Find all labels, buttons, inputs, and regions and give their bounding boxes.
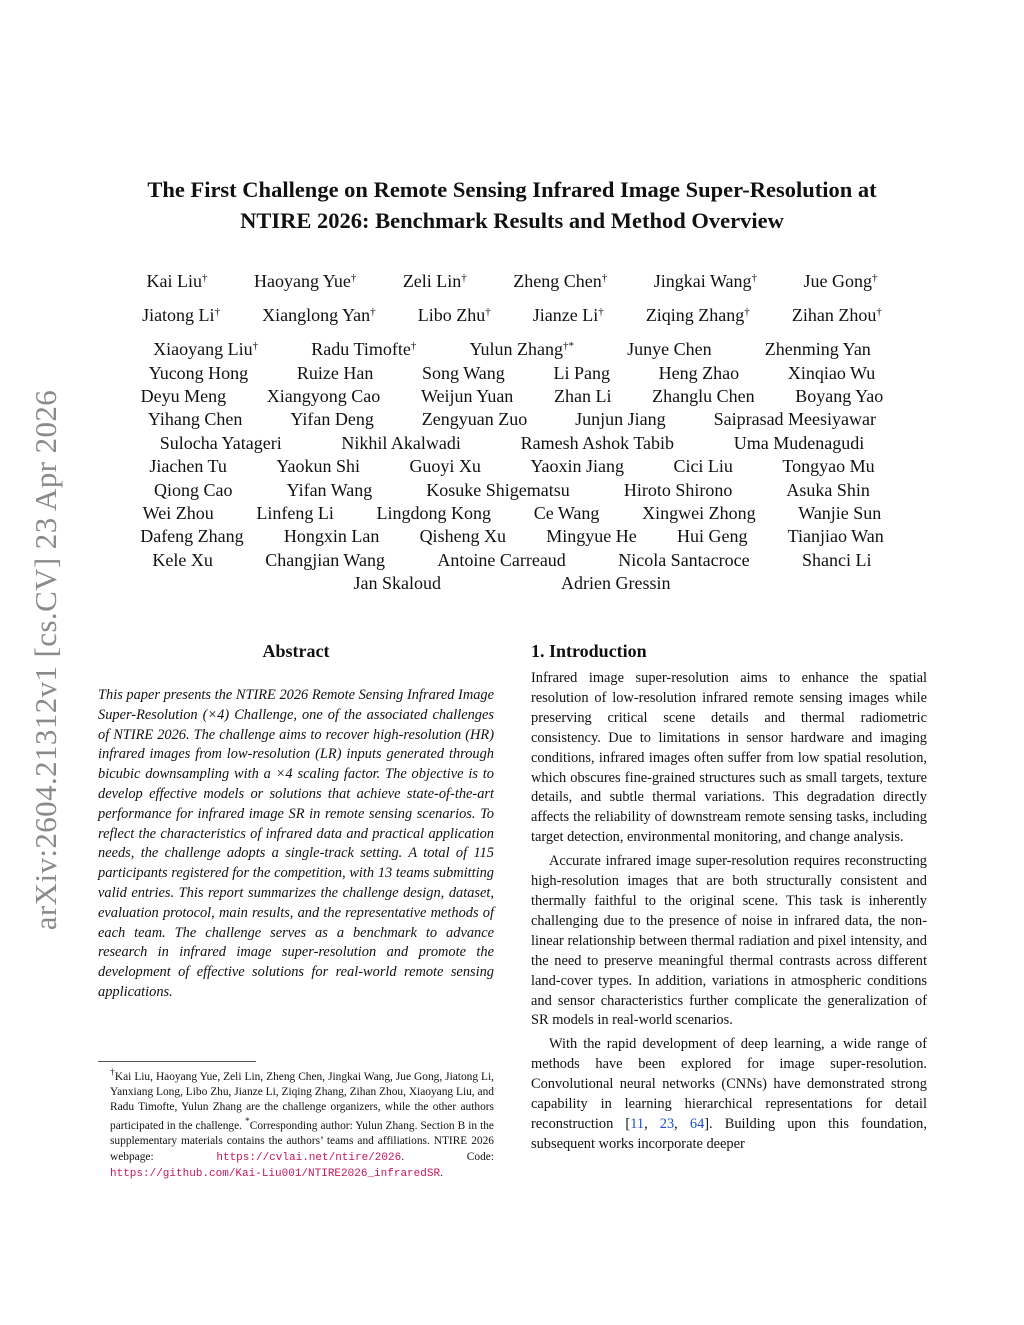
author: Yulun Zhang†* bbox=[469, 339, 574, 359]
paper-title bbox=[100, 174, 924, 236]
author: Asuka Shin bbox=[786, 480, 870, 500]
arxiv-stamp-text: arXiv:2604.21312v1 [cs.CV] 23 Apr 2026 bbox=[28, 389, 63, 931]
author: Dafeng Zhang bbox=[140, 526, 244, 546]
footnote bbox=[98, 1066, 494, 1182]
footnote-code-label: . Code: bbox=[401, 1150, 494, 1163]
author: Hui Geng bbox=[676, 526, 748, 546]
intro-paragraph-2: Accurate infrared image super-resolution requires reconstructing high-resolution images that are both structurally consistent and thermally faithful to the original scene. This task is inherently challenging due to the presence of noise in infrared data, the non-linear relationship between thermal radiation and pixel intensity, and the need to preserve meaningful thermal contrasts across different land-cover types. In addition, variations in atmospheric conditions and sensor characteristics further complicate the generalization of SR models in real-world scenarios. bbox=[531, 853, 927, 1029]
author: Zhenming Yan bbox=[764, 339, 871, 359]
author: Yaokun Shi bbox=[276, 456, 361, 476]
author: Zhanglu Chen bbox=[652, 386, 755, 406]
author: Junye Chen bbox=[627, 339, 712, 359]
author: Yucong Hong bbox=[148, 363, 249, 383]
footnote-organizers-text: Kai Liu, Haoyang Yue, Zeli Lin, Zheng Chen, Jingkai Wang, Jue Gong, Jiatong Li, Yanxiang Long, Libo Zhu, Jianze Li, Ziqing Zhang, Zihan Zhou, Xiaoyang Liu, and Radu Timofte, Yulun Zhang are the challenge organizers, while the other authors participated in the challenge. bbox=[110, 1070, 495, 1133]
author: Guoyi Xu bbox=[409, 456, 481, 476]
citation-link[interactable]: 23 bbox=[659, 1115, 675, 1132]
author-row-9 bbox=[100, 479, 924, 502]
author: Xianglong Yan† bbox=[262, 305, 376, 325]
author: Zhan Li bbox=[553, 386, 612, 406]
author: Linfeng Li bbox=[256, 503, 334, 523]
title-line-1: The First Challenge on Remote Sensing Infrared Image Super-Resolution at bbox=[147, 177, 877, 202]
author-row-5 bbox=[100, 385, 924, 408]
author-row-4 bbox=[100, 362, 924, 385]
author: Hiroto Shirono bbox=[623, 480, 733, 500]
author-row-11 bbox=[100, 525, 924, 548]
author: Ruize Han bbox=[296, 363, 374, 383]
footnote-star-mark: * bbox=[245, 1117, 250, 1128]
author: Ziqing Zhang† bbox=[645, 305, 750, 325]
author: Xingwei Zhong bbox=[642, 503, 756, 523]
abstract-heading: Abstract bbox=[262, 641, 330, 661]
intro-paragraph-3: With the rapid development of deep learning, a wide range of methods have been explored for image super-resolution. Convolutional neural networks (CNNs) have demonstrated strong capability in learning hierarchical representations for detail reconstruction [11, 23, 64]. Building upon this foundation, subsequent works incorporate deeper bbox=[531, 1036, 927, 1152]
author-row-3 bbox=[100, 338, 924, 361]
author: Zengyuan Zuo bbox=[421, 409, 528, 429]
author: Radu Timofte† bbox=[311, 339, 417, 359]
citation-link[interactable]: 64 bbox=[689, 1115, 705, 1132]
introduction-heading: 1. Introduction bbox=[531, 641, 647, 661]
author: Kele Xu bbox=[152, 550, 213, 570]
author-row-12 bbox=[100, 549, 924, 572]
author: Jingkai Wang† bbox=[653, 271, 757, 291]
author: Jan Skaloud bbox=[353, 573, 441, 593]
author: Heng Zhao bbox=[658, 363, 740, 383]
author-row-8 bbox=[100, 455, 924, 478]
author: Nicola Santacroce bbox=[618, 550, 750, 570]
author-row-10 bbox=[100, 502, 924, 525]
author: Ramesh Ashok Tabib bbox=[520, 433, 675, 453]
author-row-1 bbox=[100, 270, 924, 293]
author: Qisheng Xu bbox=[419, 526, 507, 546]
footnote-end: . bbox=[440, 1166, 443, 1179]
author-row-6 bbox=[100, 408, 924, 431]
author: Libo Zhu† bbox=[417, 305, 491, 325]
abstract-text: This paper presents the NTIRE 2026 Remote Sensing Infrared Image Super-Resolution (×4) Challenge, one of the associated challenges of NTIRE 2026. The challenge aims to recover high-resolution (HR) infrared images from low-resolution (LR) inputs generated through bicubic downsampling with a ×4 scaling factor. The objective is to develop effective models or solutions that achieve state-of-the-art performance for infrared image SR in remote sensing scenarios. To reflect the characteristics of infrared data and practical application needs, the challenge adopts a single-track setting. A total of 115 participants registered for the competition, with 13 teams submitting valid entries. This report summarizes the challenge design, dataset, evaluation protocol, main results, and the representative methods of each team. The challenge serves as a benchmark to advance research in infrared image super-resolution and promote the development of effective solutions for real-world remote sensing applications. bbox=[98, 687, 494, 1000]
author: Jiachen Tu bbox=[149, 456, 227, 476]
author: Jianze Li† bbox=[532, 305, 604, 325]
author: Song Wang bbox=[422, 363, 505, 383]
arxiv-identifier-stamp bbox=[18, 370, 74, 950]
author: Xinqiao Wu bbox=[787, 363, 876, 383]
author: Uma Mudenagudi bbox=[733, 433, 865, 453]
author: Zheng Chen† bbox=[513, 271, 608, 291]
author: Mingyue He bbox=[546, 526, 637, 546]
author-row-7 bbox=[100, 432, 924, 455]
author: Jue Gong† bbox=[803, 271, 878, 291]
author: Shanci Li bbox=[802, 550, 872, 570]
citation-link[interactable]: 11 bbox=[630, 1115, 645, 1132]
author: Yifan Wang bbox=[286, 480, 373, 500]
author-row-2 bbox=[100, 304, 924, 327]
author: Hongxin Lan bbox=[283, 526, 380, 546]
author: Zeli Lin† bbox=[402, 271, 467, 291]
author: Tongyao Mu bbox=[782, 456, 875, 476]
code-repository-link[interactable]: https://github.com/Kai-Liu001/NTIRE2026_infraredSR bbox=[110, 1167, 441, 1180]
author: Wanjie Sun bbox=[798, 503, 882, 523]
author: Antoine Carreaud bbox=[437, 550, 566, 570]
footnote-corresponding-text: Corresponding author: Yulun Zhang. Section B in the supplementary materials contains the authors’ teams and affiliations. NTIRE 2026 webpage: bbox=[110, 1120, 494, 1163]
author: Wei Zhou bbox=[142, 503, 214, 523]
author: Lingdong Kong bbox=[376, 503, 492, 523]
author: Boyang Yao bbox=[795, 386, 884, 406]
author: Yifan Deng bbox=[290, 409, 374, 429]
footnote-divider bbox=[98, 1061, 256, 1062]
author: Yaoxin Jiang bbox=[530, 456, 625, 476]
author: Yihang Chen bbox=[147, 409, 243, 429]
author: Weijun Yuan bbox=[420, 386, 514, 406]
intro-paragraph-1: Infrared image super-resolution aims to enhance the spatial resolution of low-resolution infrared remote sensing images while preserving critical scene details and thermal radiometric consistency. Due to limitations in sensor hardware and imaging conditions, infrared images often suffer from low spatial resolution, which obscures fine-grained structures such as small targets, texture details, and subtle thermal variations. This degradation directly affects the reliability of downstream remote sensing tasks, including target detection, environmental monitoring, and change analysis. bbox=[531, 670, 927, 846]
author: Cici Liu bbox=[673, 456, 733, 476]
author: Li Pang bbox=[553, 363, 610, 383]
author: Ce Wang bbox=[533, 503, 600, 523]
author-row-13 bbox=[100, 572, 924, 595]
title-line-2: NTIRE 2026: Benchmark Results and Method Overview bbox=[240, 208, 784, 233]
author: Adrien Gressin bbox=[561, 573, 671, 593]
introduction-body bbox=[531, 669, 927, 1159]
author: Kosuke Shigematsu bbox=[426, 480, 570, 500]
author: Tianjiao Wan bbox=[787, 526, 884, 546]
author: Qiong Cao bbox=[154, 480, 233, 500]
author: Haoyang Yue† bbox=[254, 271, 357, 291]
author: Saiprasad Meesiyawar bbox=[713, 409, 877, 429]
author: Zihan Zhou† bbox=[791, 305, 882, 325]
author: Changjian Wang bbox=[265, 550, 385, 570]
author: Jiatong Li† bbox=[142, 305, 221, 325]
author: Deyu Meng bbox=[140, 386, 227, 406]
author: Sulocha Yatageri bbox=[159, 433, 282, 453]
author: Junjun Jiang bbox=[575, 409, 666, 429]
author: Nikhil Akalwadi bbox=[341, 433, 461, 453]
author: Kai Liu† bbox=[146, 271, 208, 291]
author: Xiaoyang Liu† bbox=[153, 339, 259, 359]
footnote-dagger-mark: † bbox=[110, 1068, 115, 1078]
challenge-webpage-link[interactable]: https://cvlai.net/ntire/2026 bbox=[216, 1151, 402, 1164]
author: Xiangyong Cao bbox=[266, 386, 381, 406]
